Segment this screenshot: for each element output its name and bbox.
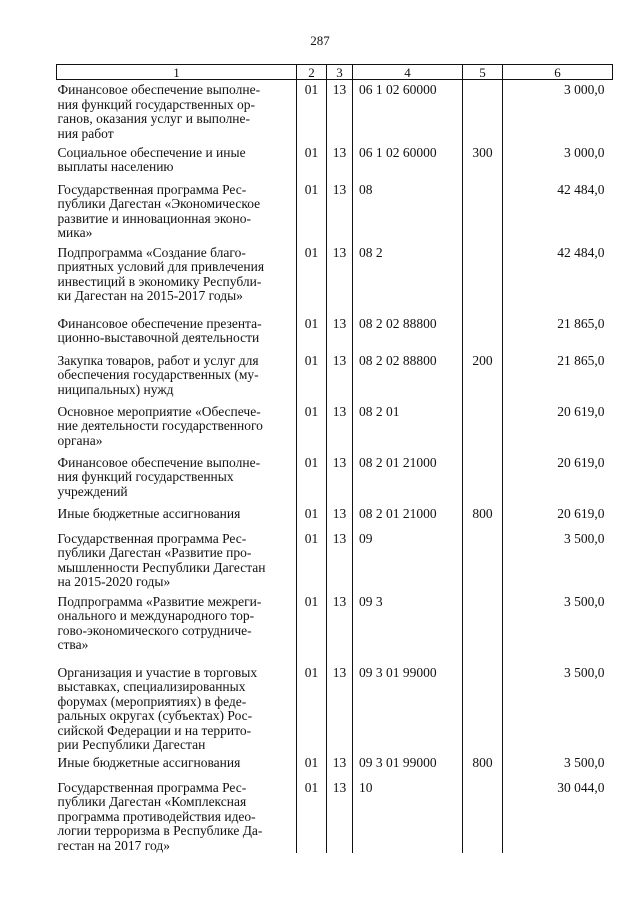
row-subsection-cell: 13 <box>327 592 353 663</box>
row-name-cell: Финансовое обеспечение выполне- ния функций государственных ор- ганов, оказания услуг и выполне- ния работ <box>57 82 261 141</box>
row-amount-cell: 20 619,0 <box>503 504 613 529</box>
row-expense-type-cell: 300 <box>463 143 503 180</box>
row-subsection-cell: 13 <box>327 351 353 402</box>
row-expense-type-cell: 800 <box>463 753 503 778</box>
row-subsection-cell: 13 <box>327 143 353 180</box>
row-name-cell: Иные бюджетные ассигнования <box>57 505 241 521</box>
row-amount-cell: 42 484,0 <box>503 180 613 243</box>
row-name-cell: Основное мероприятие «Обеспече- ние деятельности государственного органа» <box>57 403 263 448</box>
row-name-cell: Государственная программа Рес- публики Дагестан «Развитие про- мышленности Республики Дагестан на 2015-2020 годы» <box>57 530 266 589</box>
row-amount-cell: 30 044,0 <box>503 778 613 854</box>
row-target-article-cell: 09 <box>353 529 463 592</box>
row-subsection-cell: 13 <box>327 778 353 854</box>
row-expense-type-cell <box>463 592 503 663</box>
column-header: 3 <box>327 65 353 80</box>
table-row <box>57 80 613 143</box>
table-row <box>57 592 613 663</box>
row-section-cell: 01 <box>297 314 327 351</box>
row-expense-type-cell <box>463 453 503 504</box>
table-row <box>57 753 613 778</box>
row-expense-type-cell <box>463 778 503 854</box>
table-row <box>57 351 613 402</box>
row-amount-cell: 21 865,0 <box>503 351 613 402</box>
row-section-cell: 01 <box>297 243 327 314</box>
row-section-cell: 01 <box>297 504 327 529</box>
row-section-cell: 01 <box>297 778 327 854</box>
row-amount-cell: 20 619,0 <box>503 402 613 453</box>
row-subsection-cell: 13 <box>327 663 353 753</box>
row-amount-cell: 20 619,0 <box>503 453 613 504</box>
row-expense-type-cell <box>463 663 503 753</box>
row-subsection-cell: 13 <box>327 453 353 504</box>
row-name-cell: Организация и участие в торговых выставках, специализированных форумах (мероприятиях) в феде- ральных округах (субъектах) Рос- сийской Федерации и на террито- рии Республики Дагестан <box>57 664 258 752</box>
budget-table <box>56 64 613 853</box>
row-target-article-cell: 08 2 01 <box>353 402 463 453</box>
row-amount-cell: 3 000,0 <box>503 143 613 180</box>
row-subsection-cell: 13 <box>327 180 353 243</box>
row-target-article-cell: 08 2 <box>353 243 463 314</box>
row-target-article-cell: 08 2 02 88800 <box>353 351 463 402</box>
row-section-cell: 01 <box>297 529 327 592</box>
row-target-article-cell: 08 2 01 21000 <box>353 453 463 504</box>
row-subsection-cell: 13 <box>327 529 353 592</box>
row-target-article-cell: 08 <box>353 180 463 243</box>
row-amount-cell: 3 500,0 <box>503 529 613 592</box>
row-section-cell: 01 <box>297 663 327 753</box>
row-section-cell: 01 <box>297 402 327 453</box>
row-section-cell: 01 <box>297 453 327 504</box>
row-name-cell: Иные бюджетные ассигнования <box>57 754 241 770</box>
table-row <box>57 504 613 529</box>
row-target-article-cell: 08 2 01 21000 <box>353 504 463 529</box>
table-row <box>57 314 613 351</box>
row-section-cell: 01 <box>297 351 327 402</box>
row-subsection-cell: 13 <box>327 314 353 351</box>
row-target-article-cell: 06 1 02 60000 <box>353 80 463 143</box>
row-expense-type-cell: 800 <box>463 504 503 529</box>
column-header: 2 <box>297 65 327 80</box>
column-header: 1 <box>57 65 297 80</box>
row-subsection-cell: 13 <box>327 753 353 778</box>
row-subsection-cell: 13 <box>327 243 353 314</box>
table-row <box>57 402 613 453</box>
row-expense-type-cell <box>463 402 503 453</box>
row-target-article-cell: 09 3 01 99000 <box>353 663 463 753</box>
table-row <box>57 529 613 592</box>
row-section-cell: 01 <box>297 143 327 180</box>
table-row <box>57 663 613 753</box>
row-expense-type-cell <box>463 314 503 351</box>
row-name-cell: Государственная программа Рес- публики Дагестан «Комплексная программа противодействия идео- логии терроризма в Республике Да- гестан на 2017 год» <box>57 779 263 853</box>
table-header-row <box>57 65 613 80</box>
table-body <box>57 80 613 854</box>
row-amount-cell: 3 500,0 <box>503 592 613 663</box>
row-expense-type-cell: 200 <box>463 351 503 402</box>
column-header: 6 <box>503 65 613 80</box>
row-expense-type-cell <box>463 180 503 243</box>
row-target-article-cell: 10 <box>353 778 463 854</box>
row-section-cell: 01 <box>297 592 327 663</box>
row-expense-type-cell <box>463 243 503 314</box>
row-expense-type-cell <box>463 80 503 143</box>
row-name-cell: Финансовое обеспечение презента- ционно-выставочной деятельности <box>57 315 262 345</box>
row-section-cell: 01 <box>297 180 327 243</box>
table-row <box>57 243 613 314</box>
row-name-cell: Подпрограмма «Создание благо- приятных условий для привлечения инвестиций в экономику Республи- ки Дагестан на 2015-2017 годы» <box>57 244 265 303</box>
page-number: 287 <box>310 33 330 48</box>
row-target-article-cell: 08 2 02 88800 <box>353 314 463 351</box>
row-subsection-cell: 13 <box>327 504 353 529</box>
table-row <box>57 143 613 180</box>
row-subsection-cell: 13 <box>327 402 353 453</box>
row-name-cell: Государственная программа Рес- публики Дагестан «Экономическое развитие и инновационная эконо- мика» <box>57 181 261 240</box>
row-name-cell: Закупка товаров, работ и услуг для обеспечения государственных (му- ниципальных) нужд <box>57 352 259 397</box>
column-header: 5 <box>463 65 503 80</box>
row-target-article-cell: 09 3 01 99000 <box>353 753 463 778</box>
row-amount-cell: 3 000,0 <box>503 80 613 143</box>
row-amount-cell: 21 865,0 <box>503 314 613 351</box>
row-subsection-cell: 13 <box>327 80 353 143</box>
table-row <box>57 778 613 854</box>
row-amount-cell: 42 484,0 <box>503 243 613 314</box>
row-target-article-cell: 06 1 02 60000 <box>353 143 463 180</box>
row-expense-type-cell <box>463 529 503 592</box>
column-header: 4 <box>353 65 463 80</box>
table-row <box>57 180 613 243</box>
row-amount-cell: 3 500,0 <box>503 663 613 753</box>
row-name-cell: Подпрограмма «Развитие межреги- онального и международного тор- гово-экономического сотрудниче- ства» <box>57 593 262 652</box>
row-section-cell: 01 <box>297 753 327 778</box>
row-name-cell: Финансовое обеспечение выполне- ния функций государственных учреждений <box>57 454 261 499</box>
row-name-cell: Социальное обеспечение и иные выплаты населению <box>57 144 246 174</box>
row-target-article-cell: 09 3 <box>353 592 463 663</box>
row-amount-cell: 3 500,0 <box>503 753 613 778</box>
table-row <box>57 453 613 504</box>
row-section-cell: 01 <box>297 80 327 143</box>
